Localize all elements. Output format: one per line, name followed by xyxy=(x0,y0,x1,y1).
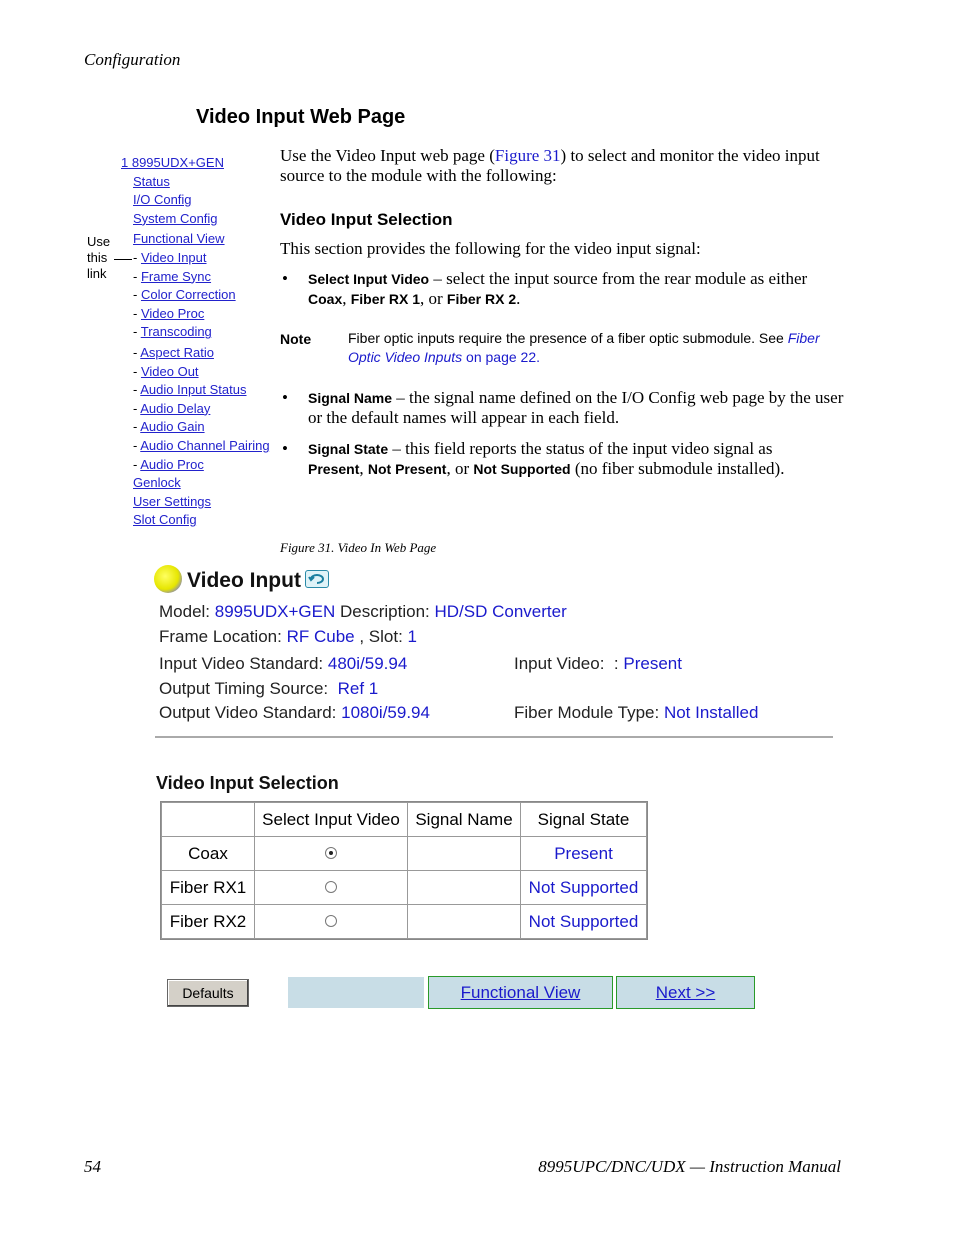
subsection-lead: This section provides the following for the video input signal: xyxy=(280,239,701,258)
nav-tree xyxy=(121,154,286,530)
punct: . xyxy=(516,289,521,308)
table-header-row xyxy=(162,803,647,837)
input-video-label: Input Video: xyxy=(514,654,605,673)
separator: , or xyxy=(419,289,447,308)
bullet-term: Select Input Video xyxy=(308,271,430,287)
bullet-text: – this field reports the status of the input video signal as xyxy=(388,439,773,458)
nav-root-link[interactable]: 1 8995UDX+GEN xyxy=(121,155,224,170)
nav-sub-audio-gain[interactable]: Audio Gain xyxy=(140,419,205,435)
nav-item-functional-view[interactable]: Functional View xyxy=(133,231,225,247)
corner-cell xyxy=(162,803,255,837)
state-not-present: Not Present xyxy=(367,461,447,477)
output-standard-value: 1080i/59.94 xyxy=(341,703,430,722)
note-label: Note xyxy=(280,331,312,347)
description-value: HD/SD Converter xyxy=(434,602,567,621)
callout-leader-line xyxy=(114,259,132,260)
bullet-dot: • xyxy=(282,269,288,288)
signal-state-cell: Present xyxy=(521,837,647,871)
nav-sub-audio-proc[interactable]: Audio Proc xyxy=(140,456,204,472)
nav-sub-aspect-ratio[interactable]: Aspect Ratio xyxy=(140,344,214,360)
slot-value: 1 xyxy=(407,627,418,646)
separator: , xyxy=(359,459,368,478)
input-standard-value: 480i/59.94 xyxy=(327,654,408,673)
running-header: Configuration xyxy=(84,50,181,69)
note-text xyxy=(348,329,828,367)
nav-item-genlock[interactable]: Genlock xyxy=(133,475,181,491)
nav-dash: - xyxy=(133,305,138,321)
model-label: Model: xyxy=(159,602,211,621)
nav-spacer xyxy=(288,977,424,1008)
row-label: Fiber RX1 xyxy=(162,871,255,905)
nav-item-user-settings[interactable]: User Settings xyxy=(133,493,212,509)
refresh-icon[interactable] xyxy=(305,570,329,588)
callout-line: this xyxy=(87,250,108,265)
bullet-dot: • xyxy=(282,388,288,407)
table-row xyxy=(162,837,647,871)
slot-label: , Slot: xyxy=(359,627,403,646)
timing-source-label: Output Timing Source: xyxy=(159,679,329,698)
selection-table xyxy=(161,802,647,939)
intro-text: ) to select and monitor the video input source to the module with the following: xyxy=(280,146,820,185)
subsection-title: Video Input Selection xyxy=(280,210,453,229)
status-led-icon xyxy=(154,565,182,593)
note-page-ref[interactable]: on page 22. xyxy=(462,349,541,365)
model-value: 8995UDX+GEN xyxy=(214,602,336,621)
nav-item-system-config[interactable]: System Config xyxy=(133,210,218,226)
frame-value: RF Cube xyxy=(286,627,355,646)
output-standard-label: Output Video Standard: xyxy=(159,703,337,722)
radio-coax[interactable] xyxy=(325,847,337,859)
nav-dash: - xyxy=(133,324,138,340)
row-label: Fiber RX2 xyxy=(162,905,255,939)
state-present: Present xyxy=(308,461,360,477)
option-fiber-rx2: Fiber RX 2 xyxy=(446,291,517,307)
figure-link[interactable]: Figure 31 xyxy=(494,146,561,165)
nav-dash: - xyxy=(133,419,138,435)
bullet-dot: • xyxy=(282,439,288,458)
bullet-text: – the signal name defined on the I/O Config web page by the user or the default names will appear in each field. xyxy=(308,388,844,427)
input-standard-label: Input Video Standard: xyxy=(159,654,324,673)
col-header-signal-state: Signal State xyxy=(521,803,647,837)
signal-state-cell: Not Supported xyxy=(521,871,647,905)
nav-item-io-config[interactable]: I/O Config xyxy=(133,192,192,208)
nav-sub-audio-input-status[interactable]: Audio Input Status xyxy=(140,382,247,398)
input-video-row xyxy=(514,654,682,674)
nav-sub-frame-sync[interactable]: Frame Sync xyxy=(140,268,212,284)
note-link[interactable]: Fiber Optic Video Inputs xyxy=(348,330,820,365)
functional-view-button[interactable]: Functional View xyxy=(428,976,613,1009)
radio-fiber-rx1[interactable] xyxy=(325,881,337,893)
nav-dash: - xyxy=(133,437,138,453)
callout-text xyxy=(87,234,110,282)
frame-row xyxy=(159,627,417,647)
state-not-supported: Not Supported xyxy=(473,461,571,477)
bullet-term: Signal Name xyxy=(308,390,393,406)
option-coax: Coax xyxy=(308,291,343,307)
fiber-module-value: Not Installed xyxy=(663,703,759,722)
nav-sub-video-proc[interactable]: Video Proc xyxy=(140,305,205,321)
bullet-select-input xyxy=(308,269,848,309)
page-number: 54 xyxy=(84,1157,101,1176)
selection-title: Video Input Selection xyxy=(156,773,339,793)
manual-title: 8995UPC/DNC/UDX — Instruction Manual xyxy=(538,1157,841,1176)
option-fiber-rx1: Fiber RX 1 xyxy=(350,291,420,307)
nav-sub-video-input[interactable]: Video Input xyxy=(140,249,207,265)
nav-dash: - xyxy=(133,344,138,360)
nav-sub-video-out[interactable]: Video Out xyxy=(140,363,199,379)
radio-fiber-rx2[interactable] xyxy=(325,915,337,927)
defaults-button[interactable]: Defaults xyxy=(167,979,249,1007)
row-label: Coax xyxy=(162,837,255,871)
screenshot-title: Video Input xyxy=(187,569,301,592)
timing-source-value: Ref 1 xyxy=(337,679,379,698)
col-header-select: Select Input Video xyxy=(255,803,408,837)
bullet-signal-name xyxy=(308,388,848,428)
radio-cell xyxy=(255,905,408,939)
fiber-module-label: Fiber Module Type: xyxy=(514,703,660,722)
nav-sub-audio-delay[interactable]: Audio Delay xyxy=(140,400,211,416)
fiber-module-row xyxy=(514,703,758,723)
callout-line: link xyxy=(87,266,107,281)
signal-name-cell xyxy=(408,871,521,905)
nav-dash: - xyxy=(133,382,138,398)
nav-item-status[interactable]: Status xyxy=(133,173,170,189)
timing-source-row xyxy=(159,679,378,699)
intro-paragraph xyxy=(280,146,850,186)
note-body: Fiber optic inputs require the presence of a fiber optic submodule. See xyxy=(348,330,788,346)
nav-dash: - xyxy=(133,456,138,472)
nav-sub-color-correction[interactable]: Color Correction xyxy=(140,287,236,303)
selection-table-frame xyxy=(160,801,648,940)
bullet-signal-state xyxy=(308,439,848,479)
description-label: Description: xyxy=(339,602,430,621)
table-row xyxy=(162,871,647,905)
nav-dash: - xyxy=(133,268,138,284)
input-standard-row xyxy=(159,654,407,674)
nav-dash: - xyxy=(133,400,138,416)
frame-label: Frame Location: xyxy=(159,627,282,646)
input-video-value: Present xyxy=(623,654,682,673)
bullet-text: – select the input source from the rear module as either xyxy=(429,269,808,288)
model-row xyxy=(159,602,567,622)
nav-sub-audio-channel-pairing[interactable]: Audio Channel Pairing xyxy=(140,437,270,453)
signal-state-cell: Not Supported xyxy=(521,905,647,939)
nav-dash: - xyxy=(133,249,138,265)
radio-cell xyxy=(255,871,408,905)
col-header-signal-name: Signal Name xyxy=(408,803,521,837)
radio-cell xyxy=(255,837,408,871)
bullet-term: Signal State xyxy=(308,441,389,457)
nav-dash: - xyxy=(133,363,138,379)
callout-line: Use xyxy=(87,234,111,249)
section-title: Video Input Web Page xyxy=(196,106,406,128)
input-video-colon: : xyxy=(613,654,619,673)
signal-name-cell xyxy=(408,837,521,871)
table-row xyxy=(162,905,647,939)
figure-caption: Figure 31. Video In Web Page xyxy=(280,540,437,555)
separator: , xyxy=(342,289,351,308)
next-button[interactable]: Next >> xyxy=(616,976,755,1009)
signal-name-cell xyxy=(408,905,521,939)
separator: , or xyxy=(446,459,474,478)
nav-sub-transcoding[interactable]: Transcoding xyxy=(140,324,212,340)
nav-item-slot-config[interactable]: Slot Config xyxy=(133,512,197,528)
divider xyxy=(155,736,833,738)
bullet-text: (no fiber submodule installed). xyxy=(570,459,785,478)
intro-text: Use the Video Input web page ( xyxy=(280,146,495,165)
output-standard-row xyxy=(159,703,430,723)
nav-dash: - xyxy=(133,287,138,303)
